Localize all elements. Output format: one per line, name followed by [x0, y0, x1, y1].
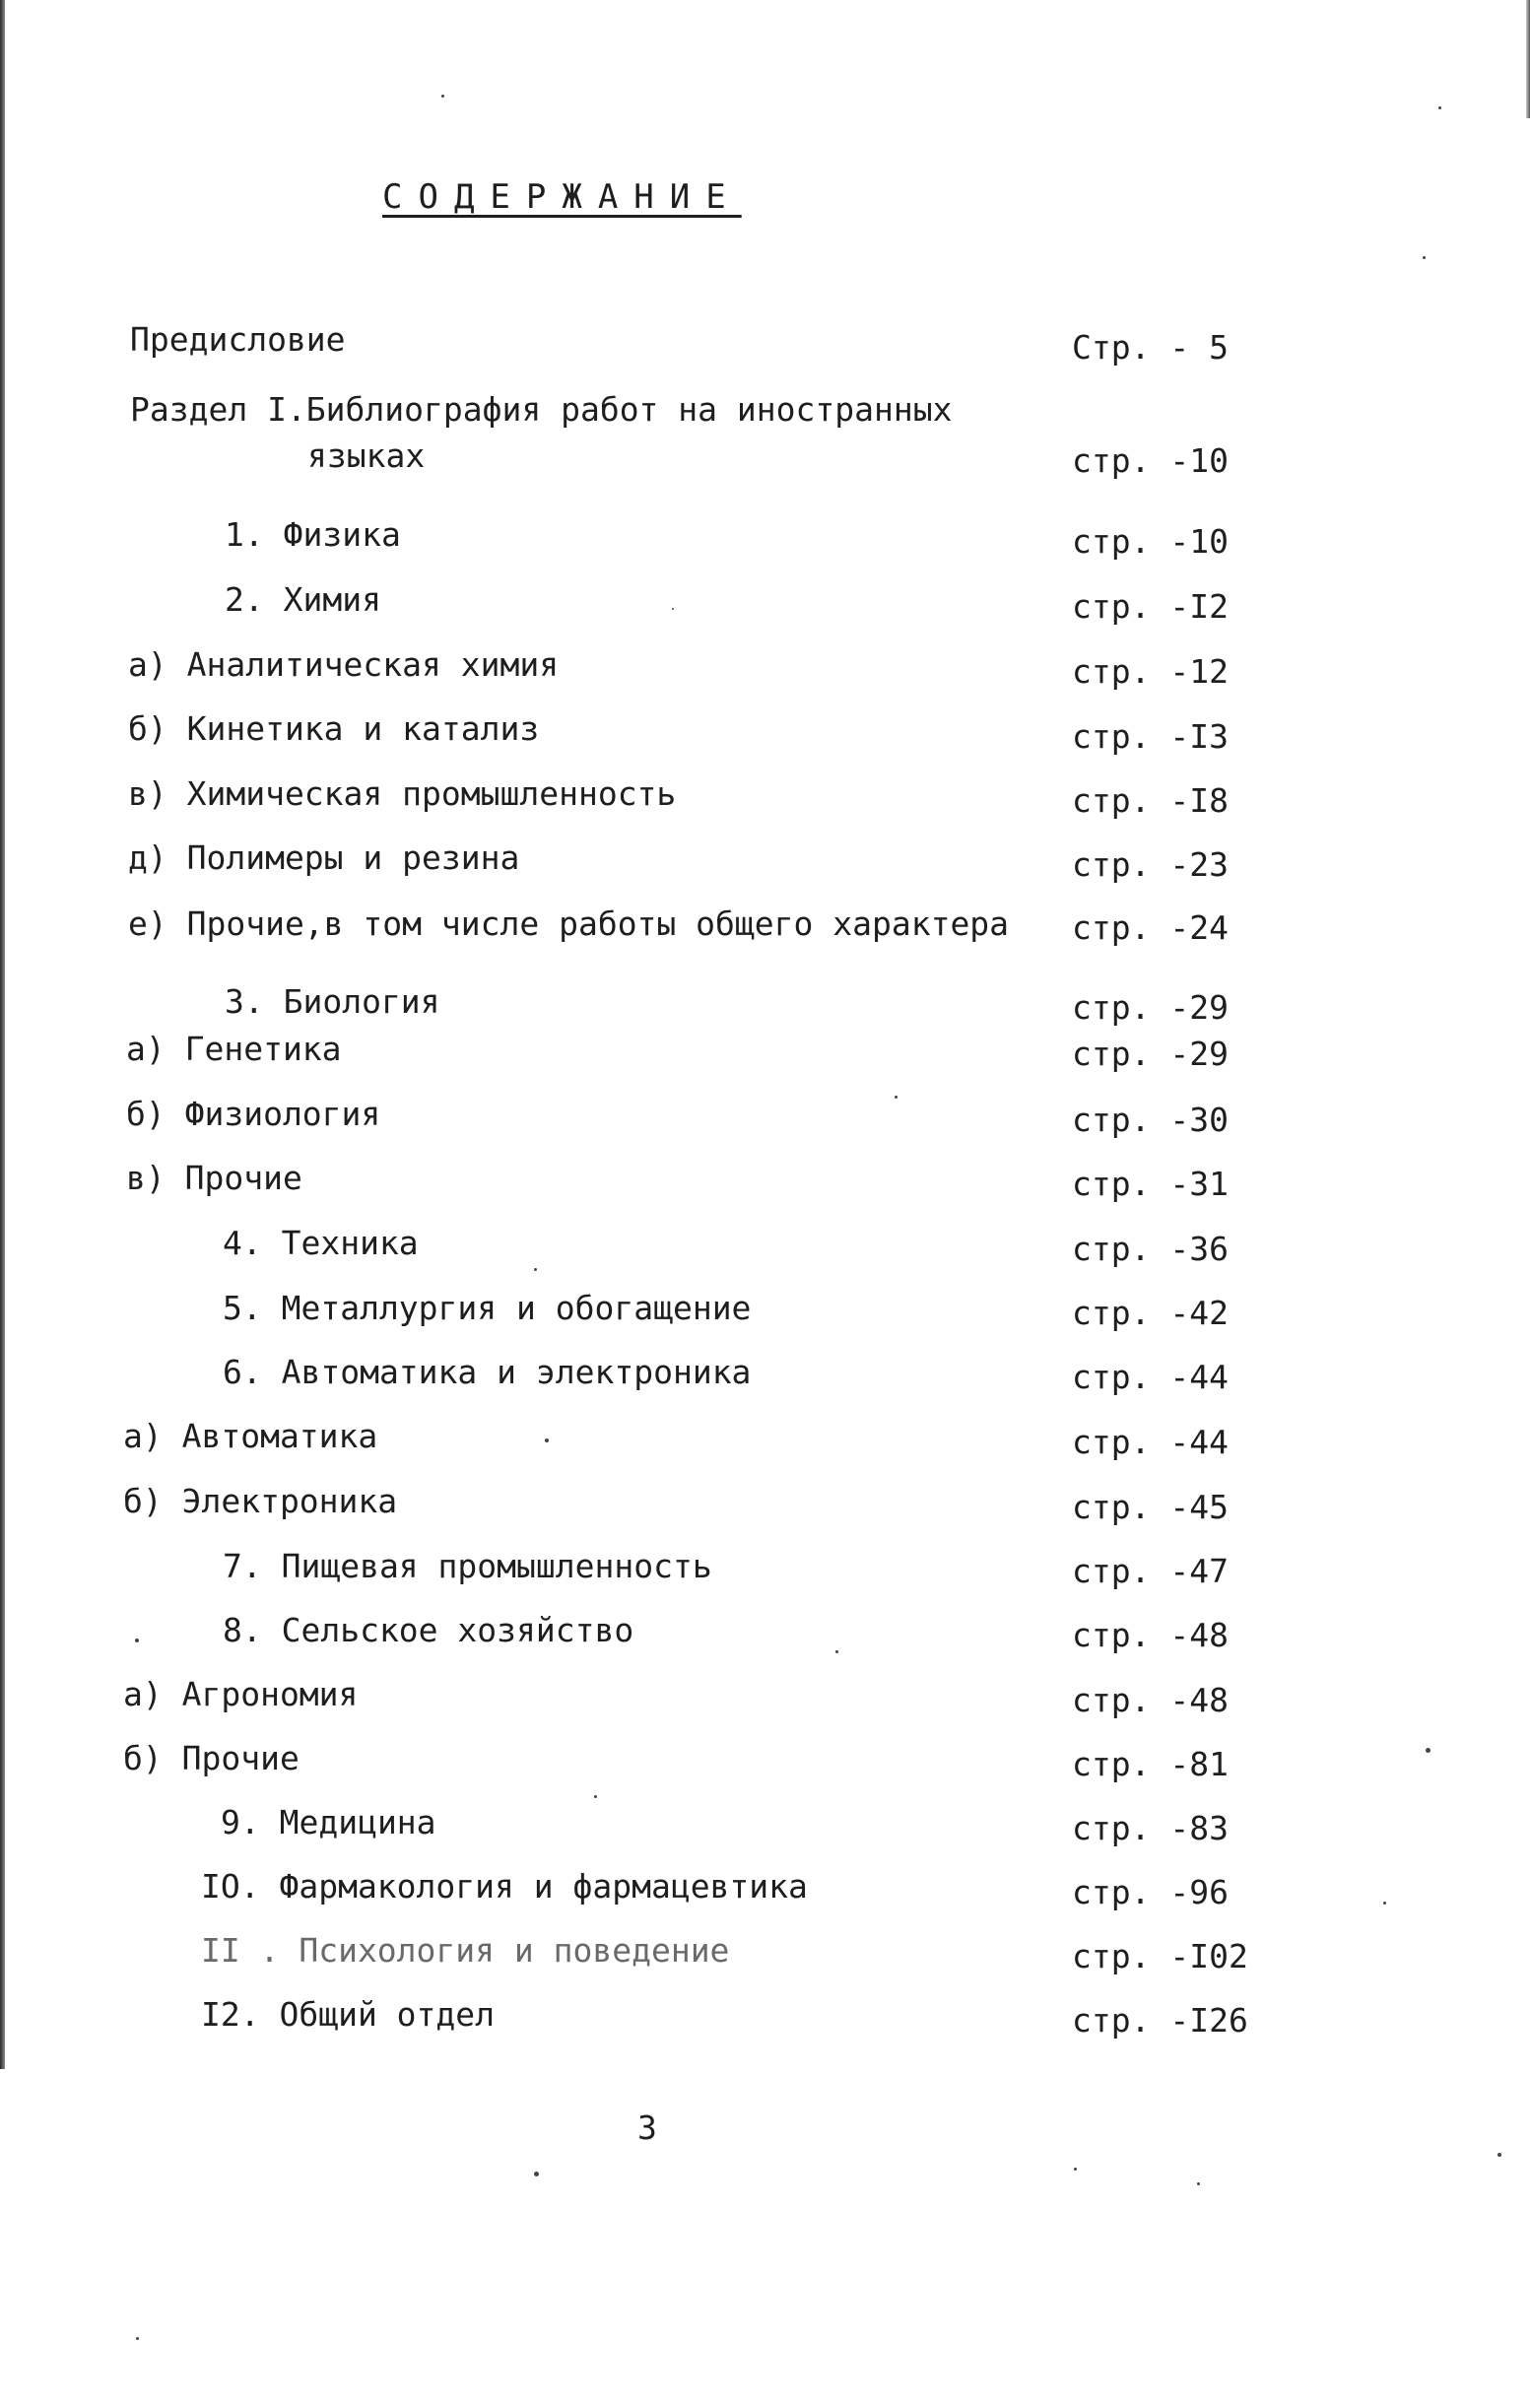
toc-entry-page: стр. -96: [1072, 1873, 1229, 1911]
toc-entry-label: д) Полимеры и резина: [128, 838, 520, 877]
toc-entry-label: 3. Биология: [225, 982, 440, 1021]
toc-entry-page: стр. -I3: [1072, 717, 1229, 756]
toc-entry-page: стр. -I2: [1072, 587, 1229, 626]
scan-speck: [136, 2337, 139, 2340]
toc-entry-label: 6. Автоматика и электроника: [223, 1353, 752, 1391]
scan-speck: [895, 1096, 898, 1099]
toc-entry-page: стр. -23: [1072, 845, 1229, 884]
toc-entry-label: Предисловие: [130, 320, 346, 359]
toc-entry-page: стр. -I26: [1072, 2001, 1248, 2040]
toc-entry-label: а) Аналитическая химия: [128, 645, 560, 684]
toc-entry-label: IO. Фармакология и фармацевтика: [201, 1867, 808, 1906]
toc-entry-page: Стр. - 5: [1072, 328, 1229, 367]
scan-speck: [1383, 1902, 1386, 1905]
toc-entry-page: стр. -31: [1072, 1165, 1229, 1203]
toc-entry-label: 2. Химия: [225, 580, 381, 619]
toc-entry-label: е) Прочие,в том числе работы общего характера: [128, 904, 1010, 943]
toc-entry-label: 7. Пищевая промышленность: [223, 1547, 712, 1585]
toc-entry-page: стр. -47: [1072, 1552, 1229, 1590]
scan-speck: [441, 95, 444, 98]
scan-speck: [1197, 2182, 1200, 2185]
scan-speck: [545, 1438, 549, 1442]
toc-entry-page: стр. -I02: [1072, 1937, 1248, 1975]
toc-entry-page: стр. -30: [1072, 1101, 1229, 1139]
scan-speck: [534, 2172, 539, 2176]
toc-entry-page: стр. -81: [1072, 1745, 1229, 1783]
toc-entry-label: 1. Физика: [225, 515, 401, 554]
scan-speck: [135, 1639, 139, 1642]
scan-speck: [672, 608, 674, 610]
toc-entry-page: стр. -48: [1072, 1616, 1229, 1654]
scan-speck: [1497, 2153, 1501, 2157]
toc-entry-page: стр. -44: [1072, 1423, 1229, 1461]
contents-title: СОДЕРЖАНИЕ: [382, 177, 742, 217]
scan-speck: [534, 1268, 537, 1271]
toc-entry-page: стр. -10: [1072, 522, 1229, 561]
toc-entry-page: стр. -24: [1072, 908, 1229, 947]
scan-edge-right: [1526, 0, 1530, 118]
scan-speck: [594, 1795, 597, 1798]
scan-speck: [1426, 1748, 1430, 1753]
toc-entry-label: 8. Сельское хозяйство: [223, 1611, 634, 1649]
toc-entry-label-continuation: языках: [307, 436, 426, 475]
toc-entry-label: б) Кинетика и катализ: [128, 709, 540, 748]
toc-entry-page: стр. -12: [1072, 652, 1229, 691]
toc-entry-page: стр. -36: [1072, 1230, 1229, 1268]
scan-speck: [1074, 2168, 1077, 2171]
toc-entry-label: б) Электроника: [123, 1482, 398, 1520]
toc-entry-label: 5. Металлургия и обогащение: [223, 1289, 752, 1327]
toc-entry-page: стр. -29: [1072, 1035, 1229, 1073]
toc-entry-label: Раздел I.Библиография работ на иностранных: [130, 390, 953, 429]
toc-entry-label: I2. Общий отдел: [201, 1995, 496, 2034]
toc-entry-page: стр. -48: [1072, 1681, 1229, 1719]
toc-entry-label: б) Прочие: [123, 1739, 299, 1777]
scan-edge-left: [0, 0, 5, 2069]
toc-entry-label: II . Психология и поведение: [201, 1931, 730, 1970]
scan-speck: [1438, 106, 1441, 109]
toc-entry-label: а) Агрономия: [123, 1675, 359, 1713]
toc-entry-page: стр. -29: [1072, 988, 1229, 1027]
scan-speck: [1423, 256, 1426, 259]
toc-entry-page: стр. -44: [1072, 1358, 1229, 1396]
toc-entry-page: стр. -42: [1072, 1294, 1229, 1332]
toc-entry-label: а) Автоматика: [123, 1417, 378, 1455]
toc-entry-page: стр. -45: [1072, 1488, 1229, 1526]
toc-entry-label: а) Генетика: [126, 1030, 342, 1068]
scan-speck: [835, 1650, 838, 1653]
toc-entry-label: в) Прочие: [126, 1159, 302, 1197]
toc-entry-label: 9. Медицина: [221, 1803, 436, 1841]
toc-entry-page: стр. -10: [1072, 441, 1229, 480]
page-number: 3: [637, 2108, 657, 2147]
toc-entry-label: в) Химическая промышленность: [128, 774, 677, 813]
toc-entry-page: стр. -I8: [1072, 781, 1229, 820]
toc-entry-label: 4. Техника: [223, 1224, 419, 1262]
toc-entry-page: стр. -83: [1072, 1809, 1229, 1847]
toc-entry-label: б) Физиология: [126, 1095, 381, 1133]
